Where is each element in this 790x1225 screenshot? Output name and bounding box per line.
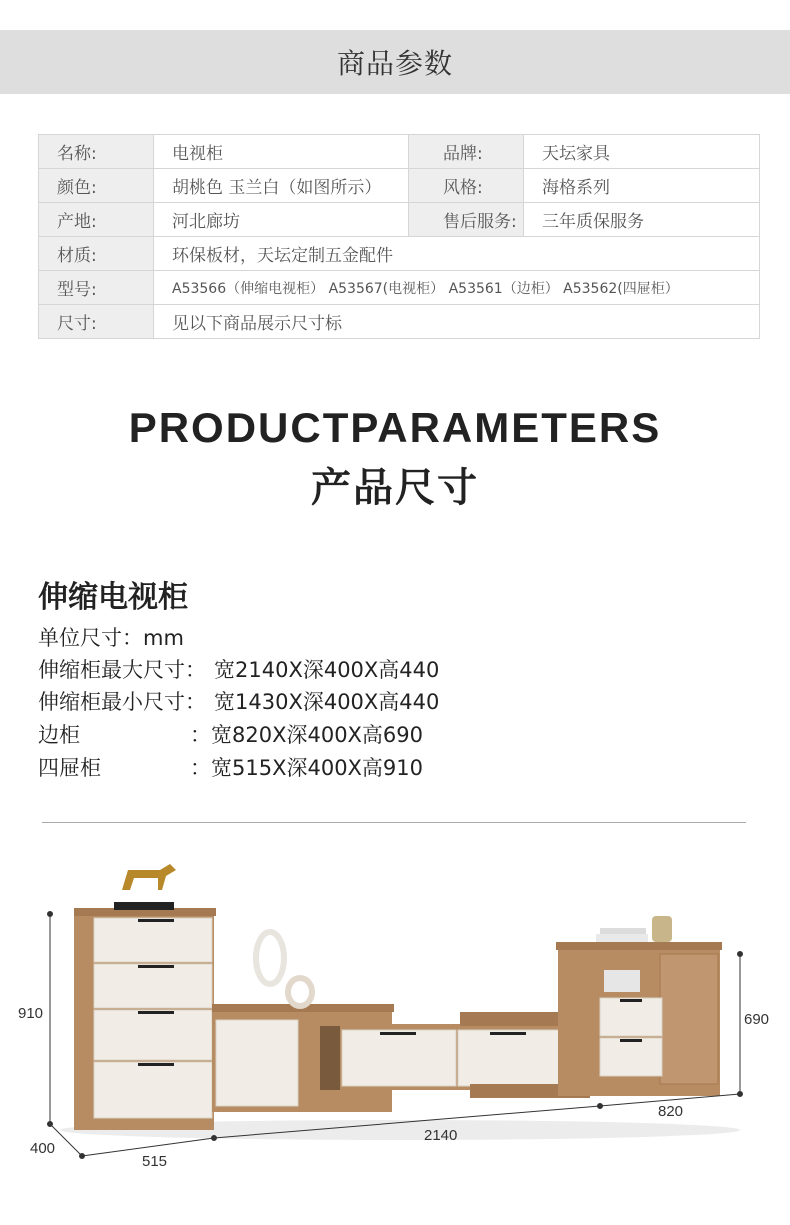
param-value: 天坛家具 — [524, 135, 760, 169]
param-value: 胡桃色 玉兰白（如图所示） — [154, 169, 409, 203]
spec-value: 宽2140X深400X高440 — [214, 658, 440, 682]
param-value: A53566（伸缩电视柜） A53567(电视柜） A53561（边柜） A53562(四屉柜） — [154, 271, 760, 305]
spec-line — [38, 752, 423, 782]
section-title: 伸缩电视柜 — [38, 580, 188, 615]
param-value: 海格系列 — [524, 169, 760, 203]
param-value: 河北廊坊 — [154, 203, 409, 237]
param-key: 型号: — [39, 271, 154, 305]
param-key: 风格: — [409, 169, 524, 203]
table-row — [39, 271, 760, 305]
param-value: 环保板材，天坛定制五金配件 — [154, 237, 760, 271]
dimension-label: 2140 — [424, 1127, 458, 1144]
table-row — [39, 169, 760, 203]
four-drawer-cabinet — [74, 908, 216, 1130]
horse-statue — [114, 864, 176, 910]
param-key: 售后服务: — [409, 203, 524, 237]
param-key: 名称: — [39, 135, 154, 169]
spec-label: 单位尺寸： — [38, 626, 143, 650]
section-header-title: 商品参数 — [336, 47, 453, 80]
spec-value: 宽1430X深400X高440 — [214, 690, 440, 714]
spec-label: 四屉柜 — [38, 756, 101, 780]
param-value: 三年质保服务 — [524, 203, 760, 237]
param-key: 材质: — [39, 237, 154, 271]
book-stack — [596, 916, 672, 942]
spec-value: ：宽515X深400X高910 — [190, 756, 424, 780]
divider — [42, 822, 746, 823]
spec-value: ：宽820X深400X高690 — [190, 723, 424, 747]
dimension-label: 515 — [142, 1153, 168, 1170]
param-key: 产地: — [39, 203, 154, 237]
spec-line — [38, 686, 439, 716]
extendable-tv-cabinet — [212, 1004, 600, 1112]
param-key: 尺寸: — [39, 305, 154, 339]
section-header-banner — [0, 30, 790, 94]
table-row — [39, 305, 760, 339]
spec-line — [38, 719, 423, 749]
dimension-label: 820 — [658, 1103, 684, 1120]
product-dimension-illustration — [0, 830, 790, 1210]
table-row — [39, 237, 760, 271]
product-params-table — [38, 134, 760, 339]
spec-line — [38, 654, 439, 684]
table-row — [39, 203, 760, 237]
spec-label: 伸缩柜最小尺寸： — [38, 690, 206, 714]
dimension-label: 910 — [18, 1005, 44, 1022]
dimension-label: 690 — [744, 1011, 770, 1028]
param-value: 电视柜 — [154, 135, 409, 169]
param-key: 颜色: — [39, 169, 154, 203]
param-value: 见以下商品展示尺寸标 — [154, 305, 760, 339]
vase-decoration — [256, 932, 312, 1006]
headline-english: PRODUCTPARAMETERS — [128, 404, 662, 451]
side-cabinet — [556, 942, 722, 1096]
spec-label: 伸缩柜最大尺寸： — [38, 658, 206, 682]
spec-line — [38, 622, 184, 652]
headline-chinese: 产品尺寸 — [311, 465, 479, 511]
spec-value: mm — [143, 626, 184, 650]
spec-label: 边柜 — [38, 723, 80, 747]
table-row — [39, 135, 760, 169]
dimension-label: 400 — [30, 1140, 56, 1157]
param-key: 品牌: — [409, 135, 524, 169]
